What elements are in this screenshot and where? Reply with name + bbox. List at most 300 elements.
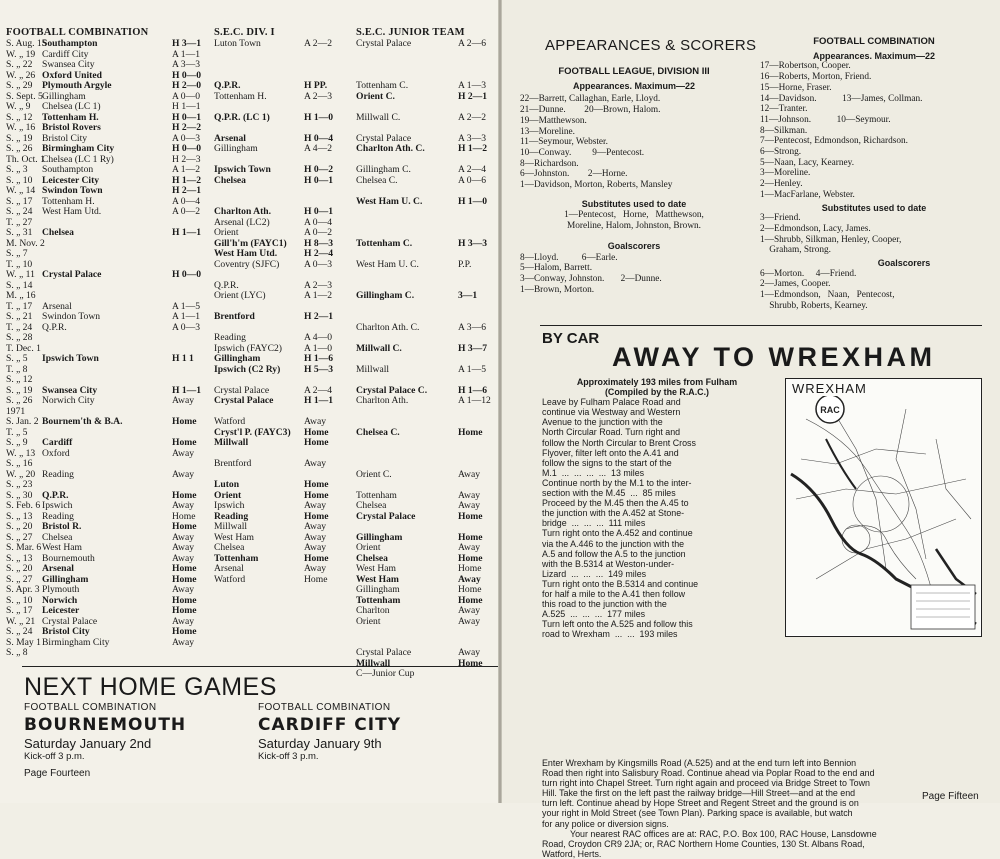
fixture-date: S. „ 26: [6, 144, 33, 154]
text-line: Graham, Strong.: [760, 245, 832, 256]
fixture-result: H 1—0: [304, 112, 334, 123]
fixture-result: Home: [304, 438, 329, 448]
fixture-opponent: West Ham: [356, 574, 399, 585]
fixture-opponent: Watford: [214, 417, 246, 427]
fixture-date: S. „ 10: [6, 175, 33, 186]
fixture-result: H 1—1: [172, 102, 201, 112]
fixture-opponent: Crystal Palace: [356, 648, 412, 658]
fixture-opponent: Tottenham H.: [214, 91, 267, 102]
fixture-result: H 3—1: [172, 39, 202, 49]
fixture-row: [356, 186, 498, 197]
fixture-result: H 1—1: [172, 385, 202, 396]
fixture-row: [214, 375, 354, 386]
text-line: 8—Lloyd. 6—Earle.: [520, 252, 618, 263]
fixture-opponent: Gillingham C.: [356, 165, 411, 175]
fixture-result: Away: [458, 648, 481, 658]
fixture-row: [6, 386, 212, 397]
fixture-date: Saturday January 9th: [258, 736, 382, 751]
fixture-result: A 3—6: [458, 322, 486, 333]
fixture-opponent: Tottenham H.: [42, 196, 95, 207]
fixture-opponent: Orient C.: [356, 91, 395, 102]
fixture-row: [356, 60, 498, 71]
fixture-date: S. „ 29: [6, 81, 33, 91]
text-line: 11—Johnson. 10—Seymour.: [760, 114, 891, 125]
fixture-result: H 1—2: [172, 175, 202, 186]
fixture-row: [356, 302, 498, 313]
fixture-row: [214, 501, 354, 512]
fixture-date: S. „ 24: [6, 207, 33, 217]
fixture-row: [6, 407, 212, 418]
fixture-result: H 1—1: [172, 228, 202, 238]
text-line: bridge ... ... ... 111 miles: [542, 518, 646, 529]
text-line: 6—Morton. 4—Friend.: [760, 268, 857, 279]
league-subs-heading: Substitutes used to date: [581, 198, 687, 209]
fixture-opponent: Ipswich Town: [214, 165, 271, 175]
fixture-competition: FOOTBALL COMBINATION: [24, 702, 157, 713]
fixture-row: [356, 323, 498, 334]
fixture-result: Home: [172, 417, 197, 427]
fixture-row: [214, 228, 354, 239]
fixture-opponent: Ipswich: [42, 501, 73, 511]
fixture-opponent: Bournemouth: [42, 553, 95, 564]
fixture-row: [356, 270, 498, 281]
text-line: 1—Pentecost, Horne, Matthewson,: [564, 210, 704, 221]
fixture-opponent: West Ham U. C.: [356, 259, 419, 270]
fixture-result: Home: [458, 532, 483, 543]
fixture-date: T. „ 8: [6, 364, 28, 375]
map-label: WREXHAM: [792, 381, 867, 396]
league-heading: FOOTBALL LEAGUE, DIVISION III: [558, 66, 710, 77]
fixture-opponent: Chelsea: [214, 175, 246, 186]
fixture-opponent: West Ham: [42, 543, 82, 553]
fixture-row: [214, 407, 354, 418]
fixture-opponent: Gillingham: [42, 91, 86, 102]
fixture-row: [214, 428, 354, 439]
fixture-result: Away: [304, 459, 327, 469]
fixture-result: H 1—6: [304, 354, 334, 364]
fixture-row: [356, 92, 498, 103]
fixture-opponent: Q.P.R.: [214, 280, 239, 291]
fixture-opponent: Tottenham H.: [42, 112, 99, 123]
combination-fixtures: [6, 39, 212, 659]
text-line: follow the signs to the start of the: [542, 457, 672, 468]
fixture-date: W. „ 21: [6, 616, 36, 627]
fixture-date: W. „ 9: [6, 102, 31, 112]
fixture-row: [356, 449, 498, 460]
fixture-opponent: Crystal Palace: [42, 616, 98, 627]
fixture-date: S. „ 9: [6, 438, 28, 448]
fixture-row: [214, 81, 354, 92]
fixture-row: [214, 354, 354, 365]
fixture-opponent: Arsenal: [214, 133, 246, 144]
text-line: Approximately 193 miles from Fulham: [576, 377, 738, 387]
fixture-result: H 0—0: [172, 70, 202, 81]
fixture-result: H 2—1: [172, 186, 202, 196]
fixture-opponent: Millwall: [356, 364, 390, 375]
fixture-row: [356, 155, 498, 166]
text-line: Leave by Fulham Palace Road and: [542, 397, 681, 408]
fixture-result: Home: [172, 627, 197, 637]
text-line: Proceed by the M.45 then the A.45 to: [542, 498, 689, 509]
fixture-opponent: Bristol City: [42, 627, 90, 637]
fixture-date: S. „ 5: [6, 354, 28, 364]
text-line: 1—Edmondson, Naan, Pentecost,: [760, 290, 895, 301]
fixture-opponent: Brentford: [214, 459, 252, 469]
text-line: Lizard ... ... ... 149 miles: [542, 568, 647, 579]
fixture-row: [356, 197, 498, 208]
league-app-heading: Appearances. Maximum—22: [572, 80, 696, 91]
fixture-row: [6, 585, 212, 596]
fixture-opponent: Norwich City: [42, 396, 95, 406]
fixture-row: [214, 417, 354, 428]
fixture-row: [214, 239, 354, 250]
fixture-result: H 2—2: [172, 123, 202, 133]
fixture-result: H 0—2: [304, 165, 334, 175]
fixture-row: [214, 344, 354, 355]
fixture-opponent: Gillingham: [356, 585, 400, 595]
fixture-row: [214, 386, 354, 397]
fixture-row: [6, 291, 212, 302]
fixture-opponent: Charlton Ath. C.: [356, 144, 425, 154]
fixture-row: [6, 648, 212, 659]
fixture-opponent: Millwall: [356, 658, 391, 669]
fixture-result: Home: [458, 511, 483, 522]
fixture-row: [356, 554, 498, 565]
text-line: Flyover, filter left onto the A.41 and: [542, 447, 679, 458]
fixture-row: [6, 207, 212, 218]
fixture-row: [6, 470, 212, 481]
text-line: section with the M.45 ... 85 miles: [542, 488, 676, 499]
fixture-row: [356, 459, 498, 470]
fixture-opponent: Tottenham C.: [356, 238, 413, 249]
fixture-result: Away: [304, 532, 327, 543]
text-line: turn right into Chapel Street. Turn right again and proceed via Bridge Street to Town: [542, 778, 870, 789]
text-line: 6—Johnston. 2—Horne.: [520, 169, 628, 180]
fixture-row: [6, 71, 212, 82]
fixture-row: [6, 480, 212, 491]
fixture-opponent: Crystal Palace: [214, 385, 270, 396]
fixture-row: [214, 260, 354, 271]
fixture-date: Th. Oct. 1: [6, 154, 45, 165]
fixture-row: [6, 123, 212, 134]
wrexham-town-plan: [785, 378, 982, 637]
fixture-opponent: Gillingham: [214, 354, 261, 364]
fixture-result: H 3—3: [458, 238, 488, 249]
fixture-opponent: Millwall: [214, 522, 248, 532]
fixture-row: [214, 123, 354, 134]
fixture-result: A 0—4: [172, 196, 200, 207]
fixture-opponent: Reading: [214, 333, 246, 343]
fixture-result: Home: [304, 511, 329, 522]
fixture-result: H 1 1: [172, 354, 194, 364]
fixture-opponent: Chelsea (LC 1 Ry): [42, 154, 114, 165]
fixture-row: [6, 564, 212, 575]
fixture-row: [6, 92, 212, 103]
fixture-result: Away: [172, 553, 195, 564]
fixture-result: A 4—2: [304, 144, 332, 154]
fixture-row: [356, 228, 498, 239]
fixture-date: S. „ 8: [6, 648, 28, 658]
by-car-label: BY CAR: [542, 330, 600, 347]
fixture-result: A 2—2: [304, 39, 332, 49]
fixture-date: M. Nov. 2: [6, 238, 45, 249]
fixture-row: [6, 344, 212, 355]
fixture-opponent: C—Junior Cup: [356, 669, 415, 679]
text-line: 14—Davidson. 13—James, Collman.: [760, 93, 923, 104]
fixture-opponent: Chelsea: [214, 543, 245, 553]
fixture-result: A 1—2: [304, 291, 332, 301]
fixture-result: Away: [458, 616, 481, 627]
fixture-row: [356, 575, 498, 586]
text-line: the junction with the A.452 at Stone-: [542, 508, 685, 519]
fixture-opponent: Tottenham C.: [356, 81, 409, 91]
fixture-row: [214, 312, 354, 323]
fixture-row: [214, 197, 354, 208]
text-line: A.5 and follow the A.5 to the junction: [542, 548, 686, 559]
fixture-opponent: Luton: [214, 480, 240, 490]
fixture-row: [6, 501, 212, 512]
text-line: 17—Robertson, Cooper.: [760, 61, 851, 72]
fixture-result: Home: [172, 564, 197, 574]
fixture-row: [214, 270, 354, 281]
fixture-row: [6, 323, 212, 334]
fixture-date: W. „ 26: [6, 70, 36, 81]
league-apps: [520, 94, 748, 190]
text-line: North Circular Road. Turn right and: [542, 427, 681, 438]
fixture-result: H PP.: [304, 81, 328, 91]
fixture-opponent: Swindon Town: [42, 312, 101, 322]
fixture-result: A 4—0: [304, 333, 332, 343]
fixture-result: A 2—3: [304, 91, 332, 102]
fixture-date: S. „ 12: [6, 375, 33, 385]
fixture-result: 3—1: [458, 291, 478, 301]
fixture-opponent: Reading: [214, 511, 249, 522]
fixture-opponent: Ipswich: [214, 501, 245, 511]
fixture-row: [214, 396, 354, 407]
fixture-row: [214, 564, 354, 575]
fixture-date: S. „ 7: [6, 249, 28, 259]
combo-goals-heading: Goalscorers: [877, 258, 931, 269]
fixture-kickoff: Kick-off 3 p.m.: [258, 751, 319, 762]
fixture-date: S. Sept. 5: [6, 91, 43, 102]
fixture-row: [356, 176, 498, 187]
fixture-date: S. „ 12: [6, 112, 33, 123]
fixture-row: [214, 60, 354, 71]
text-line: 1—Shrubb, Silkman, Henley, Cooper,: [760, 234, 902, 245]
fixture-opponent: Bristol City: [42, 133, 88, 144]
league-stats: [520, 67, 748, 295]
text-line: Enter Wrexham by Kingsmills Road (A.525) and at the end turn left into Bennion: [542, 758, 857, 768]
fixture-row: [214, 543, 354, 554]
fixture-row: [214, 522, 354, 533]
fixture-date: S. Feb. 6: [6, 501, 41, 511]
fixture-opponent: Norwich: [42, 595, 78, 606]
text-line: Turn left onto the A.525 and follow this: [542, 619, 693, 630]
fixture-opponent: Swindon Town: [42, 186, 103, 196]
fixture-row: [356, 354, 498, 365]
fixture-opponent: Cryst'l P. (FAYC3): [214, 427, 291, 438]
fixture-opponent: Gillingham: [214, 144, 258, 154]
fixture-result: Home: [458, 427, 483, 438]
fixture-result: Home: [458, 658, 483, 669]
league-goals: [520, 253, 748, 296]
map-badge: RAC: [820, 405, 840, 415]
fixture-result: A 1—3: [458, 81, 486, 91]
fixture-date: S. „ 17: [6, 606, 33, 616]
fixture-row: [356, 312, 498, 323]
fixture-date: S. „ 26: [6, 396, 33, 406]
text-line: for half a mile to the A.41 then follow: [542, 588, 686, 599]
fixture-result: Home: [304, 490, 329, 501]
fixture-row: [356, 407, 498, 418]
fixture-row: [6, 39, 212, 50]
fixture-row: [214, 480, 354, 491]
fixture-row: [214, 50, 354, 61]
text-line: Road, Croydon CR9 2JA; or, RAC Northern Home Counties, 130 St. Albans Road,: [542, 838, 865, 849]
fixture-result: H 2—0: [172, 81, 202, 91]
fixture-opponent: Coventry (SJFC): [214, 259, 280, 270]
fixture-opponent: Charlton Ath.: [214, 207, 272, 217]
fixture-row: [214, 176, 354, 187]
league-goals-heading: Goalscorers: [607, 240, 661, 251]
fixture-row: [214, 207, 354, 218]
map-drawing: [786, 379, 980, 635]
text-line: 3—Moreline.: [760, 168, 811, 179]
fixture-row: [6, 81, 212, 92]
fixture-row: [6, 333, 212, 344]
fixture-opponent: Watford: [214, 574, 246, 585]
fixture-row: [6, 186, 212, 197]
text-line: 8—Richardson.: [520, 158, 579, 169]
text-line: 5—Naan, Lacy, Kearney.: [760, 157, 855, 168]
fixture-row: [356, 659, 498, 670]
fixture-row: [6, 627, 212, 638]
fixture-row: [356, 291, 498, 302]
fixture-row: [356, 102, 498, 113]
fixture-result: Away: [304, 522, 327, 532]
fixture-row: [6, 354, 212, 365]
next-home-games-title: NEXT HOME GAMES: [24, 673, 277, 701]
fixture-opponent: Charlton Ath.: [356, 396, 409, 406]
fixture-opponent: Tottenham: [214, 553, 259, 564]
fixture-date: W. „ 19: [6, 49, 36, 60]
fixture-row: [356, 522, 498, 533]
fixture-opponent: Charlton: [356, 606, 390, 616]
fixture-opponent: West Ham: [356, 564, 396, 574]
fixture-date: M. „ 16: [6, 291, 36, 301]
fixture-row: [6, 417, 212, 428]
fixture-opponent: Gillingham C.: [356, 291, 415, 301]
fixture-row: [6, 60, 212, 71]
fixture-date: S. „ 27: [6, 574, 33, 585]
fixture-row: [6, 197, 212, 208]
fixture-result: A 3—3: [172, 60, 200, 70]
fixture-date: S. „ 23: [6, 480, 33, 490]
fixture-opponent: Ipswich (C2 Ry): [214, 364, 281, 375]
fixture-result: Away: [172, 396, 195, 406]
fixture-row: [214, 512, 354, 523]
fixture-row: [214, 186, 354, 197]
fixture-row: [6, 50, 212, 61]
fixture-result: Home: [172, 606, 197, 616]
fixture-opponent: Arsenal: [42, 301, 72, 312]
fixture-date: S. „ 3: [6, 165, 28, 175]
text-line: Your nearest RAC offices are at: RAC, P.O. Box 100, RAC House, Lansdowne: [570, 828, 877, 839]
fixture-result: Away: [458, 501, 481, 511]
fixture-row: [356, 165, 498, 176]
fixture-opponent: Ipswich (FAYC2): [214, 343, 282, 354]
fixture-date: T. „ 24: [6, 322, 33, 333]
fixture-row: [214, 39, 354, 50]
fixture-row: [6, 512, 212, 523]
fixture-opponent: Millwall C.: [356, 343, 402, 354]
fixture-opponent: Arsenal: [214, 564, 244, 574]
fixture-row: [356, 480, 498, 491]
fixture-opponent: Luton Town: [214, 39, 261, 49]
fixture-team: CARDIFF CITY: [258, 715, 402, 735]
fixture-date: S. „ 19: [6, 385, 33, 396]
fixture-result: Home: [458, 585, 482, 595]
fixture-opponent: Q.P.R.: [214, 81, 241, 91]
fixture-row: [214, 333, 354, 344]
fixture-row: [6, 302, 212, 313]
fixture-row: [214, 323, 354, 334]
col2-heading: S.E.C. DIV. I: [214, 27, 275, 38]
text-line: 13—Moreline.: [520, 126, 575, 137]
text-line: 16—Roberts, Morton, Friend.: [760, 72, 872, 83]
fixture-row: [356, 396, 498, 407]
fixture-row: [6, 438, 212, 449]
fixture-result: A 0—3: [304, 259, 332, 270]
fixture-result: Home: [304, 574, 328, 585]
fixture-row: [6, 134, 212, 145]
fixture-row: [6, 575, 212, 586]
text-line: (Compiled by the R.A.C.): [604, 387, 710, 398]
fixture-row: [6, 638, 212, 649]
fixture-opponent: Orient: [214, 228, 239, 238]
fixture-row: [356, 669, 498, 680]
fixture-competition: FOOTBALL COMBINATION: [258, 702, 391, 713]
fixture-row: [356, 585, 498, 596]
fixture-row: [6, 491, 212, 502]
fixture-row: [6, 239, 212, 250]
text-line: this road to the junction with the: [542, 599, 667, 610]
text-line: Shrubb, Roberts, Kearney.: [760, 300, 868, 311]
fixture-result: Home: [458, 564, 482, 574]
fixture-row: [6, 312, 212, 323]
fixture-opponent: Crystal Palace: [356, 39, 412, 49]
fixture-opponent: Gill'h'm (FAYC1): [214, 238, 287, 249]
fixture-row: [6, 449, 212, 460]
fixture-row: [6, 606, 212, 617]
fixture-date: S. „ 13: [6, 553, 33, 564]
fixture-result: Home: [172, 522, 197, 532]
fixture-row: [6, 155, 212, 166]
fixture-opponent: Q.P.R.: [42, 322, 67, 333]
fixture-result: Home: [172, 438, 197, 448]
league-subs: [520, 210, 748, 231]
fixture-row: [356, 71, 498, 82]
fixture-opponent: Cardiff: [42, 438, 73, 448]
fixture-opponent: Leicester: [42, 606, 80, 616]
fixture-result: Away: [172, 585, 195, 595]
fixture-result: H 1—6: [458, 385, 488, 396]
fixture-result: A 2—4: [458, 165, 486, 175]
fixture-date: 1971: [6, 406, 26, 417]
text-line: 19—Matthewson.: [520, 115, 587, 126]
fixture-row: [214, 554, 354, 565]
fixture-row: [6, 270, 212, 281]
